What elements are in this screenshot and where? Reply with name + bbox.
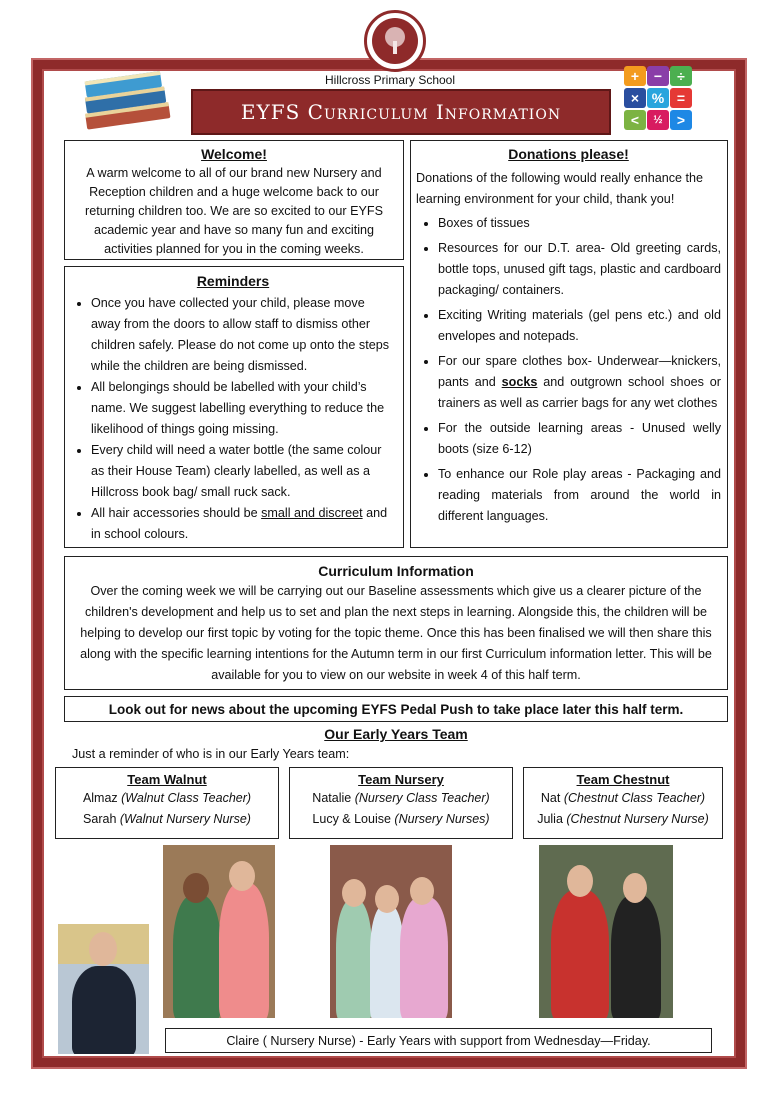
bold-text: socks bbox=[501, 375, 538, 389]
curriculum-text: Over the coming week we will be carrying out our Baseline assessments which give us a clearer picture of the children's development and help us to set and plan the next steps in learning. Alongside this, the children will be helping to develop our first topic by voting for the topic theme. Once this has been finalised we will then share this along with the specific learning intentions for the Autumn term in our first Curriculum information letter. This will be available for you to view on our website in week 4 of this half term. bbox=[80, 584, 712, 682]
team-chestnut-box bbox=[523, 767, 723, 839]
math-symbols-icon bbox=[622, 66, 694, 132]
curriculum-title: Curriculum Information bbox=[318, 563, 474, 579]
team-member: Nat (Chestnut Class Teacher) bbox=[540, 791, 706, 805]
less-than-icon: < bbox=[624, 110, 646, 130]
team-nursery-photo bbox=[330, 845, 452, 1018]
team-heading: Our Early Years Team bbox=[324, 726, 468, 742]
school-name: Hillcross Primary School bbox=[324, 73, 456, 87]
pedal-push-announcement: Look out for news about the upcoming EYFS Pedal Push to take place later this half term. bbox=[64, 696, 728, 722]
list-item: • Once you have collected your child, please move away from the doors to allow staff to dismiss other children safely. Please do not come up onto the steps while the children are being dismissed. bbox=[91, 293, 397, 377]
team-chestnut-photo bbox=[539, 845, 673, 1018]
claire-photo bbox=[58, 924, 149, 1054]
reminders-list bbox=[69, 293, 397, 545]
team-member: Sarah (Walnut Nursery Nurse) bbox=[83, 812, 251, 826]
list-item: • All belongings should be labelled with your child’s name. We suggest labelling everything to reduce the likelihood of things going missing. bbox=[91, 377, 397, 440]
team-member: Natalie (Nursery Class Teacher) bbox=[312, 791, 490, 805]
welcome-text: A warm welcome to all of our brand new Nursery and Reception children and a huge welcome back to our returning children too. We are so excited to our EYFS academic year and have so many fun and exciting activities planned for you in the coming weeks. bbox=[85, 166, 383, 256]
greater-than-icon: > bbox=[670, 110, 692, 130]
reminders-title: Reminders bbox=[196, 273, 270, 289]
team-name: Team Walnut bbox=[127, 772, 207, 787]
list-item: • To enhance our Role play areas - Packaging and reading materials from around the world in different languages. bbox=[438, 464, 721, 527]
curriculum-box bbox=[64, 556, 728, 690]
support-note: Claire ( Nursery Nurse) - Early Years with support from Wednesday—Friday. bbox=[165, 1028, 712, 1053]
list-item: • Every child will need a water bottle (the same colour as their House Team) clearly labelled, as well as a Hillcross book bag/ small ruck sack. bbox=[91, 440, 397, 503]
team-member: Lucy & Louise (Nursery Nurses) bbox=[312, 812, 490, 826]
divide-icon: ÷ bbox=[670, 66, 692, 86]
multiply-icon: × bbox=[624, 88, 646, 108]
equals-icon: = bbox=[670, 88, 692, 108]
minus-icon: − bbox=[647, 66, 669, 86]
team-walnut-photo bbox=[163, 845, 275, 1018]
team-name: Team Nursery bbox=[358, 772, 444, 787]
books-icon bbox=[78, 70, 174, 136]
team-intro: Just a reminder of who is in our Early Years team: bbox=[72, 747, 350, 761]
tree-icon bbox=[379, 25, 411, 57]
donations-title: Donations please! bbox=[508, 146, 629, 162]
welcome-box bbox=[64, 140, 404, 260]
list-item: • Boxes of tissues bbox=[438, 213, 721, 234]
team-nursery-box bbox=[289, 767, 513, 839]
list-item: • Resources for our D.T. area- Old greeting cards, bottle tops, unused gift tags, plastic and cardboard packaging/ containers. bbox=[438, 238, 721, 301]
donations-list bbox=[416, 213, 721, 527]
reminders-box bbox=[64, 266, 404, 548]
list-item: • For our spare clothes box- Underwear—knickers, pants and socks and outgrown school shoes or trainers as well as carrier bags for any wet clothes bbox=[438, 351, 721, 414]
welcome-title: Welcome! bbox=[201, 146, 267, 162]
plus-icon: + bbox=[624, 66, 646, 86]
percent-icon: % bbox=[647, 88, 669, 108]
page-title-banner: EYFS Curriculum Information bbox=[191, 89, 611, 135]
team-member: Julia (Chestnut Nursery Nurse) bbox=[537, 812, 709, 826]
school-crest-logo bbox=[364, 10, 426, 72]
donations-intro: Donations of the following would really enhance the learning environment for your child, thank you! bbox=[416, 171, 704, 206]
list-item: • Exciting Writing materials (gel pens etc.) and old envelopes and notepads. bbox=[438, 305, 721, 347]
team-member: Almaz (Walnut Class Teacher) bbox=[82, 791, 252, 805]
list-item: • For the outside learning areas - Unused welly boots (size 6-12) bbox=[438, 418, 721, 460]
underlined-text: small and discreet bbox=[261, 506, 363, 520]
team-name: Team Chestnut bbox=[576, 772, 670, 787]
donations-box bbox=[410, 140, 728, 548]
half-icon: ½ bbox=[647, 110, 669, 130]
list-item: • All hair accessories should be small and discreet and in school colours. bbox=[91, 503, 397, 545]
team-walnut-box bbox=[55, 767, 279, 839]
